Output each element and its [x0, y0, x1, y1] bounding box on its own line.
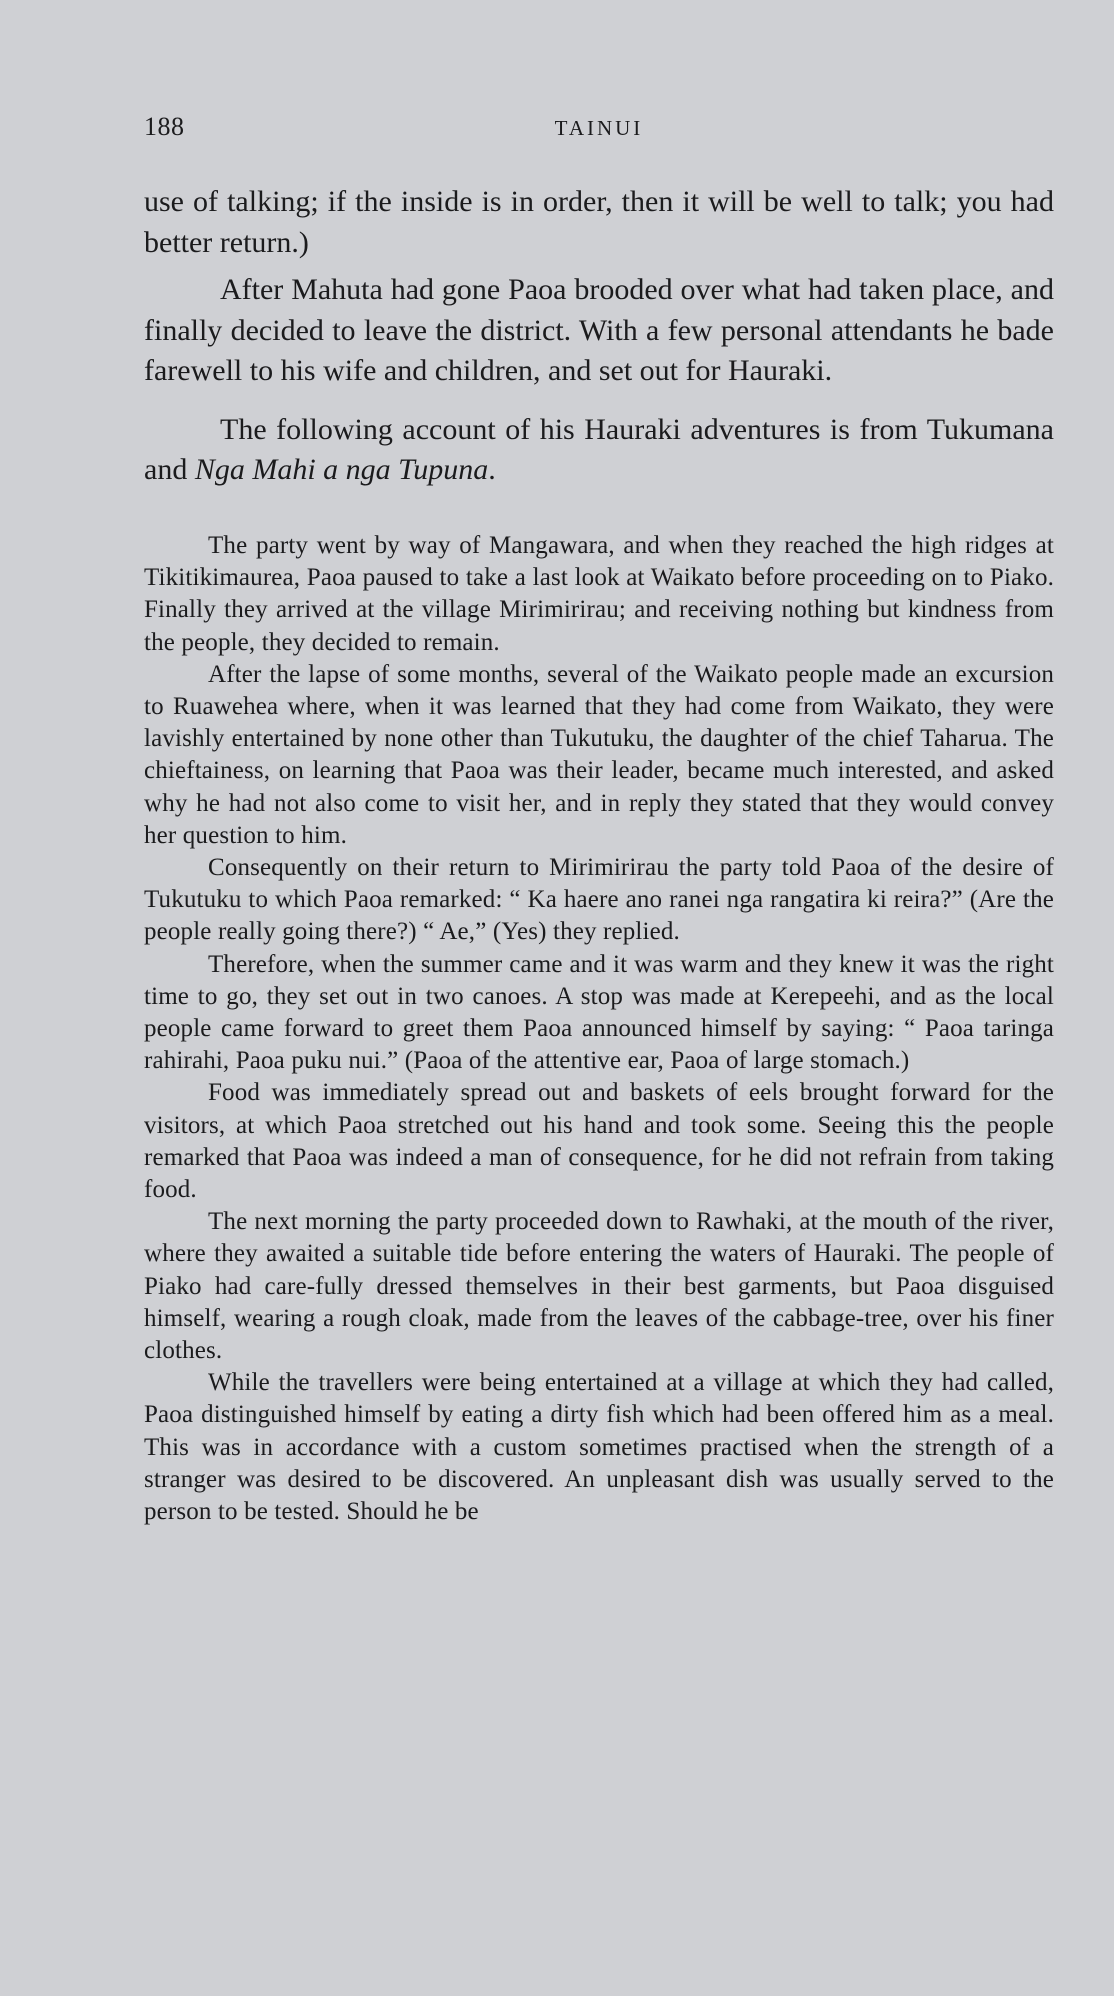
account-paragraph: After the lapse of some months, several of the Waikato people made an excursion to Ruawehea where, when it was learned that they had come from Waikato, they were lavishly entertained by none other than Tukutuku, the daughter of the chief Taharua. The chieftainess, on learning that Paoa was their leader, became much interested, and asked why he had not also come to visit her, and in reply they stated that they would convey her question to him. [144, 660, 1054, 849]
running-title: TAINUI [554, 116, 644, 140]
account-paragraph: The next morning the party proceeded down to Rawhaki, at the mouth of the river, where they awaited a suitable tide before entering the waters of Hauraki. The people of Piako had care-fully dressed themselves in their best garments, but Paoa disguised himself, wearing a rough cloak, made from the leaves of the cabbage-tree, over his finer clothes. [144, 1208, 1054, 1365]
source-suffix: . [488, 453, 496, 486]
page-number: 188 [144, 112, 185, 141]
paragraph-continuation: use of talking; if the inside is in order, then it will be well to talk; you had better return.) [144, 185, 1054, 259]
main-text-block [144, 182, 1054, 491]
quoted-account-block [144, 530, 1054, 1528]
account-paragraph: Food was immediately spread out and baskets of eels brought forward for the visitors, at which Paoa stretched out his hand and took some. Seeing this the people remarked that Paoa was indeed a man of consequence, for he did not refrain from taking food. [144, 1079, 1054, 1204]
account-paragraph: Therefore, when the summer came and it was warm and they knew it was the right time to go, they set out in two canoes. A stop was made at Kerepeehi, and as the local people came forward to greet them Paoa announced himself by saying: “ Paoa taringa rahirahi, Paoa puku nui.” (Paoa of the attentive ear, Paoa of large stomach.) [144, 950, 1054, 1075]
paragraph: After Mahuta had gone Paoa brooded over what had taken place, and finally decided to leave the district. With a few personal attendants he bade farewell to his wife and children, and set out for Hauraki. [144, 273, 1054, 387]
account-paragraph: While the travellers were being entertained at a village at which they had called, Paoa distinguished himself by eating a dirty fish which had been offered him as a meal. This was in accordance with a custom sometimes practised when the strength of a stranger was desired to be discovered. An unpleasant dish was usually served to the person to be tested. Should he be [144, 1369, 1054, 1526]
account-paragraph: Consequently on their return to Mirimirirau the party told Paoa of the desire of Tukutuku to which Paoa remarked: “ Ka haere ano ranei nga rangatira ki reira?” (Are the people really going there?) “ Ae,” (Yes) they replied. [144, 854, 1054, 946]
source-title: Nga Mahi a nga Tupuna [194, 453, 489, 486]
source-prefix: The following account of his Hauraki adventures is from Tukumana and [144, 412, 1054, 486]
account-paragraph: The party went by way of Mangawara, and when they reached the high ridges at Tikitikimaurea, Paoa paused to take a last look at Waikato before proceeding on to Piako. Finally they arrived at the village Mirimirirau; and receiving nothing but kindness from the people, they decided to remain. [144, 532, 1054, 656]
source-paragraph [144, 410, 1054, 491]
page-header [144, 112, 1054, 152]
